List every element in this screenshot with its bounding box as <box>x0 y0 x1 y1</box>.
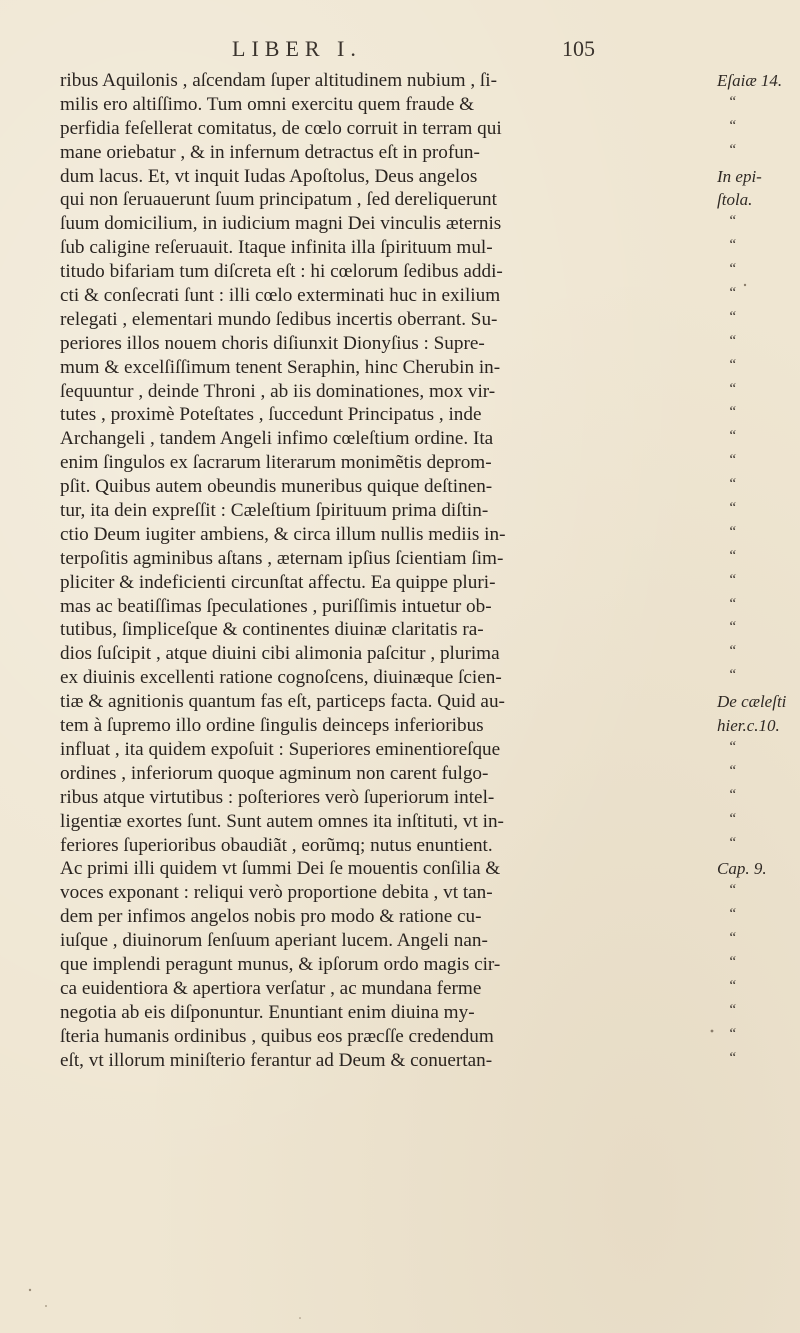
margin-note: Eſaiæ 14. <box>717 71 783 90</box>
line-text: voces exponant : reliqui verò proportione debita , vt tan- <box>60 882 493 904</box>
quotation-mark: “ <box>728 1025 737 1042</box>
quotation-mark: “ <box>728 810 737 827</box>
quotation-mark: “ <box>728 452 737 469</box>
line-text: dum lacus. Et, vt inquit Iudas Apoſtolus, Deus angelos <box>60 165 478 187</box>
text-line <box>60 929 800 953</box>
quotation-mark: “ <box>728 500 737 517</box>
text-line <box>60 953 800 977</box>
line-text: terpoſitis agminibus aſtans , æternam ipſius ſcientiam ſim- <box>60 547 504 569</box>
quotation-mark: “ <box>728 667 737 684</box>
margin-note: De cæleſti <box>717 692 787 712</box>
line-text: ribus Aquilonis , aſcendam ſuper altitudinem nubium , ſi- <box>60 70 497 91</box>
text-line <box>60 93 800 117</box>
quotation-mark: “ <box>728 595 737 612</box>
text-line <box>60 141 800 165</box>
text-line <box>60 714 800 738</box>
line-text: perfidia feſellerat comitatus, de cœlo corruit in terram qui <box>60 117 502 139</box>
quotation-mark: “ <box>728 643 737 660</box>
text-line <box>60 284 800 308</box>
quotation-mark: “ <box>728 261 737 278</box>
text-line <box>60 117 800 141</box>
quotation-mark: “ <box>728 237 737 254</box>
page-number: 105 <box>562 36 595 61</box>
line-text: ctio Deum iugiter ambiens, & circa illum nullis mediis in- <box>60 523 506 545</box>
quotation-mark: “ <box>728 786 737 803</box>
quotation-mark: “ <box>728 93 737 110</box>
margin-note: hier.c.10. <box>717 716 780 736</box>
line-text: ex diuinis excellenti ratione cognoſcens, diuinæque ſcien- <box>60 667 502 689</box>
text-line <box>60 834 800 858</box>
quotation-mark: “ <box>728 117 737 134</box>
line-text: ſequuntur , deinde Throni , ab iis dominationes, mox vir- <box>60 380 496 402</box>
margin-note: In epi- <box>717 166 762 186</box>
speck <box>45 1305 47 1307</box>
line-text: que implendi peragunt munus, & ipſorum ordo magis cir- <box>60 953 501 975</box>
line-text: dios ſuſcipit , atque diuini cibi alimonia paſcitur , plurima <box>60 643 500 665</box>
quotation-mark: “ <box>728 213 737 230</box>
text-line <box>60 451 800 475</box>
text-line <box>60 523 800 547</box>
body-text <box>60 69 800 1072</box>
line-text: qui non ſeruauerunt ſuum principatum , ſed dereliquerunt <box>60 189 497 211</box>
text-line <box>60 427 800 451</box>
text-line <box>60 571 800 595</box>
line-text: mum & excelſiſſimum tenent Seraphin, hinc Cherubin in- <box>60 356 501 378</box>
line-text: ſteria humanis ordinibus , quibus eos præcſſe credendum <box>60 1025 494 1047</box>
text-line <box>60 212 800 236</box>
text-line <box>60 666 800 690</box>
text-line <box>60 69 800 93</box>
text-line <box>60 380 800 404</box>
quotation-mark: “ <box>728 428 737 445</box>
text-line <box>60 547 800 571</box>
line-text: ligentiæ exortes ſunt. Sunt autem omnes ita inſtituti, vt in- <box>60 810 504 832</box>
line-text: cti & conſecrati ſunt : illi cœlo exterminati huc in exilium <box>60 285 501 307</box>
line-text: influat , ita quidem expoſuit : Superiores eminentioreſque <box>60 738 501 760</box>
line-text: titudo bifariam tum diſcreta eſt : hi cœlorum ſedibus addi- <box>60 261 503 283</box>
text-line <box>60 475 800 499</box>
line-text: ordines , inferiorum quoque agminum non carent fulgo- <box>60 762 489 784</box>
margin-note: ſtola. <box>717 190 753 210</box>
text-line <box>60 1001 800 1025</box>
text-line <box>60 642 800 666</box>
line-text: ribus atque virtutibus : poſteriores verò ſuperiorum intel- <box>60 786 495 808</box>
line-text: ca euidentiora & apertiora verſatur , ac mundana ferme <box>60 977 482 999</box>
text-line <box>60 236 800 260</box>
text-line <box>60 786 800 810</box>
text-line <box>60 260 800 284</box>
speck <box>29 1289 31 1291</box>
text-line <box>60 857 800 881</box>
quotation-mark: “ <box>728 1001 737 1018</box>
text-line <box>60 403 800 427</box>
quotation-mark: “ <box>728 906 737 923</box>
line-text: mane oriebatur , & in infernum detractus eſt in profun- <box>60 141 480 163</box>
line-text: iuſque , diuinorum ſenſuum aperiant lucem. Angeli nan- <box>60 930 488 952</box>
line-text: relegati , elementari mundo ſedibus incertis oberrant. Su- <box>60 308 498 330</box>
text-line <box>60 810 800 834</box>
line-text: periores illos nouem choris diſiunxit Dionyſius : Supre- <box>60 332 485 354</box>
quotation-mark: “ <box>728 930 737 947</box>
line-text: tur, ita dein expreſſit : Cæleſtium ſpirituum prima diſtin- <box>60 500 489 522</box>
quotation-mark: “ <box>728 738 737 755</box>
text-line <box>60 977 800 1001</box>
text-line <box>60 738 800 762</box>
quotation-mark: “ <box>728 977 737 994</box>
quotation-mark: “ <box>728 380 737 397</box>
quotation-mark: “ <box>728 762 737 779</box>
line-text: negotia ab eis diſponuntur. Enuntiant enim diuina my- <box>60 1001 475 1023</box>
line-text: dem per infimos angelos nobis pro modo & ratione cu- <box>60 906 482 928</box>
quotation-mark: “ <box>728 953 737 970</box>
line-text: enim ſingulos ex ſacrarum literarum monimẽtis deprom- <box>60 452 492 474</box>
quotation-mark: “ <box>728 285 737 302</box>
text-line <box>60 308 800 332</box>
line-text: milis ero altiſſimo. Tum omni exercitu quem fraude & <box>60 93 475 115</box>
text-line <box>60 618 800 642</box>
text-line <box>60 690 800 714</box>
line-text: Archangeli , tandem Angeli infimo cœleſtium ordine. Ita <box>60 428 494 450</box>
quotation-mark: “ <box>728 547 737 564</box>
line-text: ſuum domicilium, in iudicium magni Dei vinculis æternis <box>60 213 502 235</box>
quotation-mark: “ <box>728 619 737 636</box>
text-line <box>60 905 800 929</box>
line-text: pliciter & indeficienti circunſtat affectu. Ea quippe pluri- <box>60 571 496 593</box>
quotation-mark: “ <box>728 523 737 540</box>
quotation-mark: “ <box>728 1049 737 1066</box>
quotation-mark: “ <box>728 571 737 588</box>
quotation-mark: “ <box>728 332 737 349</box>
quotation-mark: “ <box>728 882 737 899</box>
margin-note: Cap. 9. <box>717 859 767 879</box>
text-line <box>60 881 800 905</box>
text-line <box>60 499 800 523</box>
line-text: tiæ & agnitionis quantum fas eſt, particeps facta. Quid au- <box>60 691 505 713</box>
quotation-mark: “ <box>728 308 737 325</box>
text-line <box>60 188 800 212</box>
text-line <box>60 595 800 619</box>
line-text: mas ac beatiſſimas ſpeculationes , puriſſimis intuetur ob- <box>60 595 492 617</box>
line-text: Ac primi illi quidem vt ſummi Dei ſe mouentis conſilia & <box>60 858 501 880</box>
text-line <box>60 165 800 189</box>
running-title: LIBER I. <box>232 36 362 61</box>
line-text: ſub caligine reſeruauit. Itaque infinita illa ſpirituum mul- <box>60 237 493 259</box>
line-text: feriores ſuperioribus obaudiãt , eorũmq; nutus enuntient. <box>60 834 493 856</box>
text-line <box>60 1049 800 1073</box>
quotation-mark: “ <box>728 356 737 373</box>
text-line <box>60 332 800 356</box>
quotation-mark: “ <box>728 404 737 421</box>
line-text: tutibus, ſimpliceſque & continentes diuinæ claritatis ra- <box>60 619 484 641</box>
quotation-mark: “ <box>728 141 737 158</box>
line-text: tem à ſupremo illo ordine ſingulis deinceps inferioribus <box>60 715 484 737</box>
text-line <box>60 356 800 380</box>
line-text: eſt, vt illorum miniſterio ferantur ad Deum & conuertan- <box>60 1049 493 1071</box>
text-line <box>60 1025 800 1049</box>
line-text: pſit. Quibus autem obeundis muneribus quique deſtinen- <box>60 476 493 498</box>
quotation-mark: “ <box>728 834 737 851</box>
speck <box>299 1317 301 1319</box>
quotation-mark: “ <box>728 476 737 493</box>
page-header <box>0 36 800 70</box>
line-text: tutes , proximè Poteſtates , ſuccedunt Principatus , inde <box>60 404 482 426</box>
text-line <box>60 762 800 786</box>
